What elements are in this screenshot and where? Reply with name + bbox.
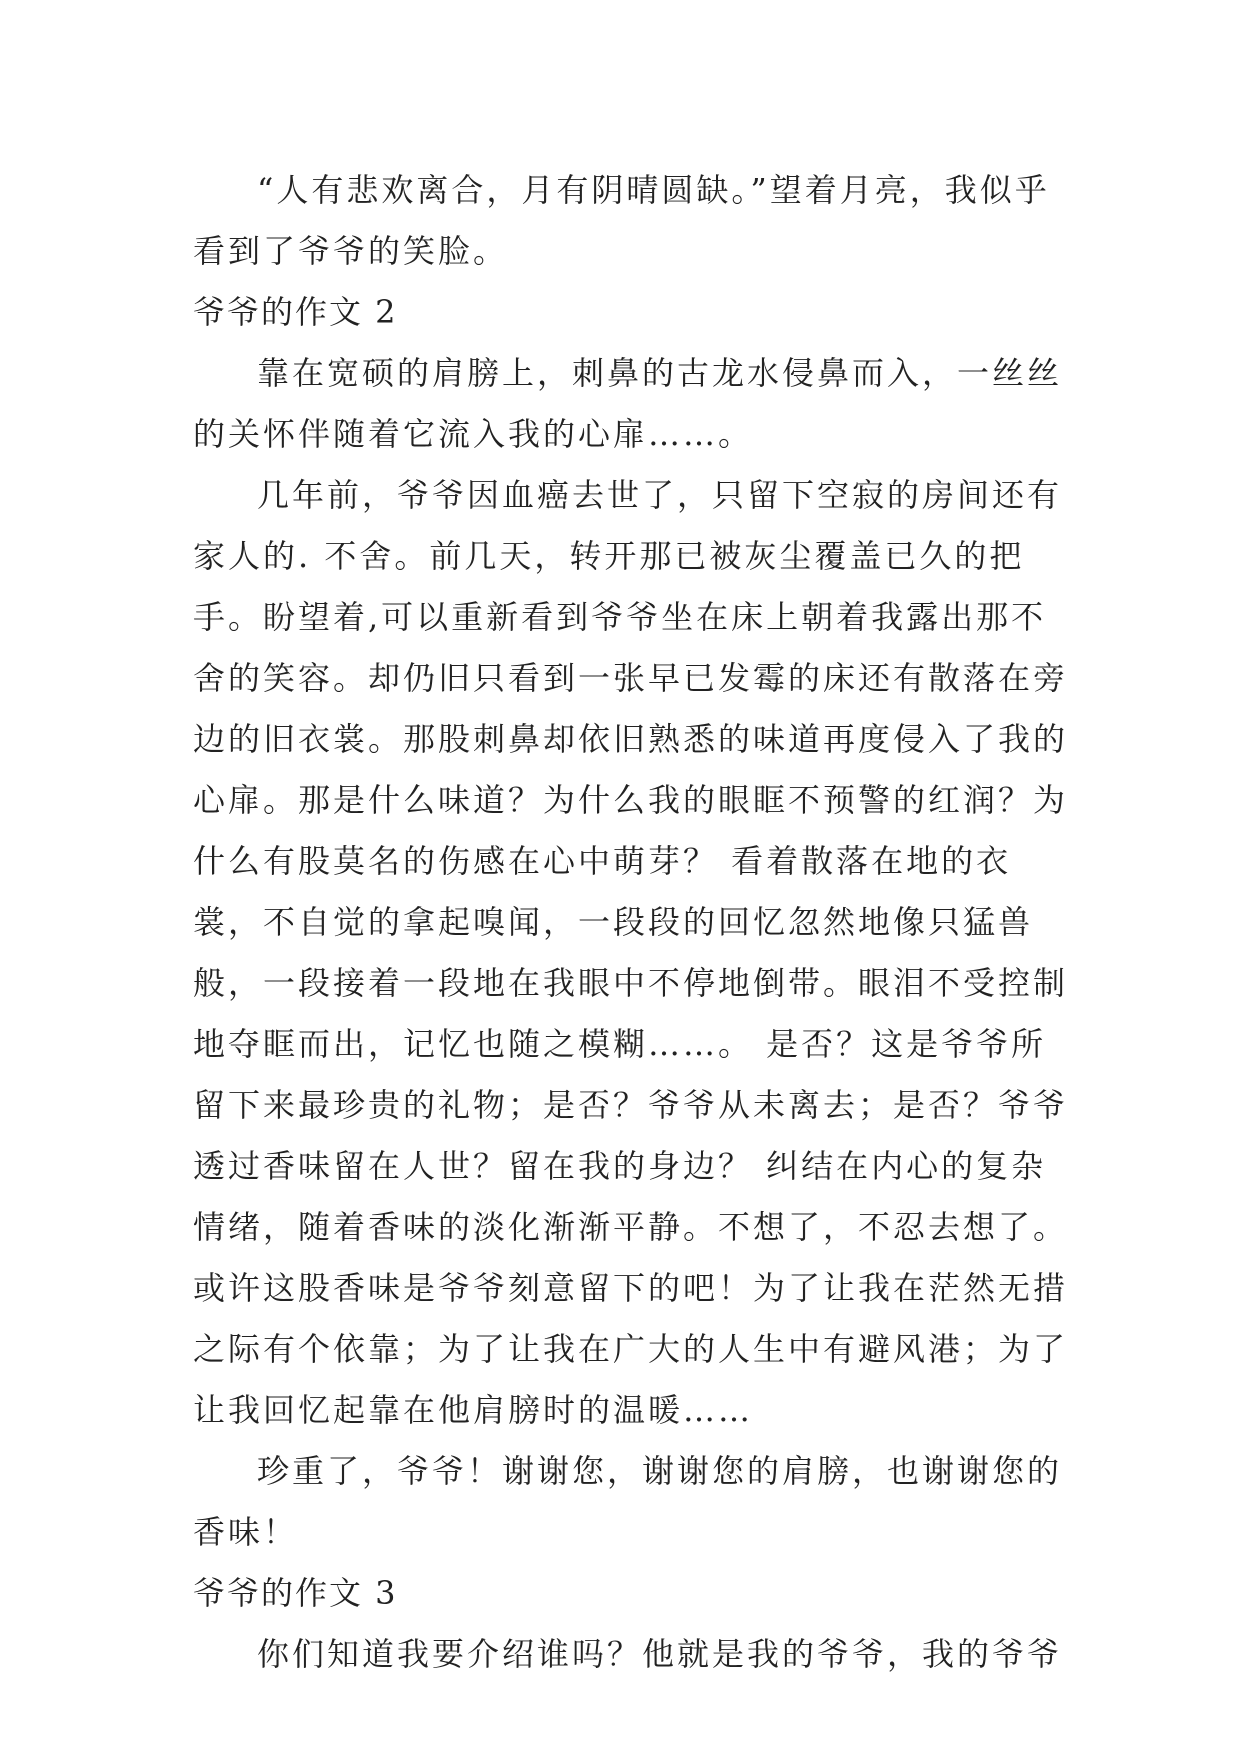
paragraph: 你们知道我要介绍谁吗？他就是我的爷爷，我的爷爷 bbox=[257, 1635, 1063, 1673]
paragraph: 几年前，爷爷因血癌去世了，只留下空寂的房间还有家人的. 不舍。前几天，转开那已被灰尘覆盖已久的把手。盼望着,可以重新看到爷爷坐在床上朝着我露出那不舍的笑容。却仍旧只看到一张早已发霉的床还有散落在旁边的旧衣裳。那股刺鼻却依旧熟悉的味道再度侵入了我的心扉。那是什么味道？为什么我的眼眶不预警的红润？为什么有股莫名的伤感在心中萌芽？ 看着散落在地的衣裳，不自觉的拿起嗅闻，一段段的回忆忽然地像只猛兽般，一段接着一段地在我眼中不停地倒带。眼泪不受控制地夺眶而出，记忆也随之模糊……。 是否？这是爷爷所留下来最珍贵的礼物；是否？爷爷从未离去；是否？爷爷透过香味留在人世？留在我的身边？ 纠结在内心的复杂情绪，随着香味的淡化渐渐平静。不想了，不忍去想了。或许这股香味是爷爷刻意留下的吧！为了让我在茫然无措之际有个依靠；为了让我在广大的人生中有避风港；为了让我回忆起靠在他肩膀时的温暖…… bbox=[193, 476, 1069, 1429]
section-heading: 爷爷的作文 3 bbox=[193, 1574, 398, 1612]
document-body bbox=[193, 160, 1073, 1685]
paragraph: 靠在宽硕的肩膀上，刺鼻的古龙水侵鼻而入，一丝丝的关怀伴随着它流入我的心扉……。 bbox=[193, 354, 1063, 453]
paragraph: 珍重了，爷爷！谢谢您，谢谢您的肩膀，也谢谢您的香味！ bbox=[193, 1452, 1063, 1551]
paragraph: “人有悲欢离合，月有阴晴圆缺。”望着月亮，我似乎看到了爷爷的笑脸。 bbox=[193, 171, 1050, 270]
section-heading: 爷爷的作文 2 bbox=[193, 293, 398, 331]
